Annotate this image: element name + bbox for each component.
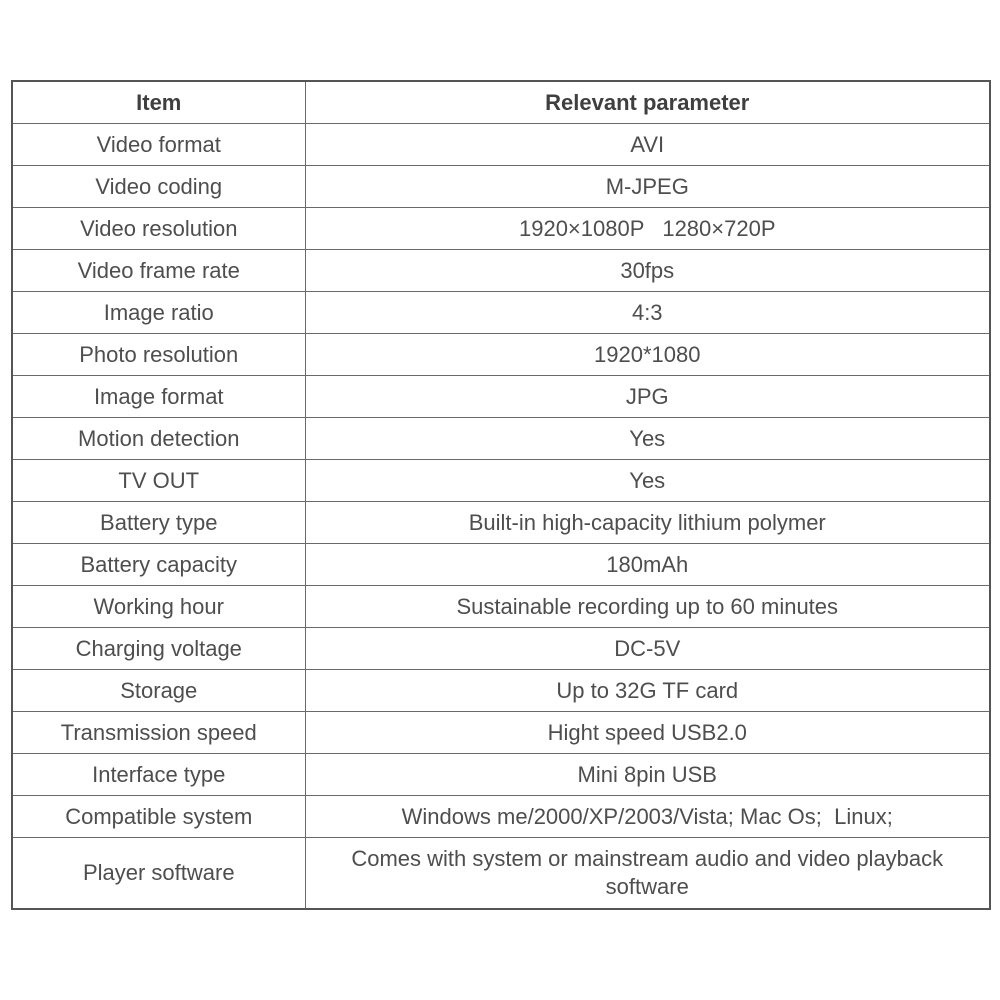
row-item-label: Photo resolution: [12, 334, 305, 376]
table-row: [12, 544, 990, 586]
row-parameter-value: Up to 32G TF card: [305, 670, 990, 712]
row-parameter-value: Comes with system or mainstream audio and video playback software: [305, 838, 990, 910]
row-item-label: Video coding: [12, 166, 305, 208]
row-item-label: Player software: [12, 838, 305, 910]
row-parameter-value: Yes: [305, 418, 990, 460]
row-parameter-value: 1920×1080P 1280×720P: [305, 208, 990, 250]
row-item-label: Charging voltage: [12, 628, 305, 670]
row-parameter-value: AVI: [305, 124, 990, 166]
row-item-label: Image format: [12, 376, 305, 418]
table-row: [12, 796, 990, 838]
row-parameter-value: Mini 8pin USB: [305, 754, 990, 796]
table-row: [12, 418, 990, 460]
row-item-label: Storage: [12, 670, 305, 712]
table-header-row: [12, 81, 990, 124]
row-parameter-value: 4:3: [305, 292, 990, 334]
row-item-label: Interface type: [12, 754, 305, 796]
row-parameter-value: Yes: [305, 460, 990, 502]
row-item-label: Battery capacity: [12, 544, 305, 586]
row-item-label: Transmission speed: [12, 712, 305, 754]
spec-table: [11, 80, 991, 910]
row-parameter-value: JPG: [305, 376, 990, 418]
row-item-label: Video resolution: [12, 208, 305, 250]
table-row: [12, 670, 990, 712]
row-parameter-value: Hight speed USB2.0: [305, 712, 990, 754]
header-item: Item: [12, 81, 305, 124]
table-row: [12, 166, 990, 208]
row-item-label: Working hour: [12, 586, 305, 628]
table-row: [12, 124, 990, 166]
row-parameter-value: Windows me/2000/XP/2003/Vista; Mac Os; Linux;: [305, 796, 990, 838]
table-row: [12, 628, 990, 670]
table-row: [12, 586, 990, 628]
row-parameter-value: DC-5V: [305, 628, 990, 670]
table-row: [12, 208, 990, 250]
row-parameter-value: 1920*1080: [305, 334, 990, 376]
row-item-label: TV OUT: [12, 460, 305, 502]
row-parameter-value: 180mAh: [305, 544, 990, 586]
table-row: [12, 376, 990, 418]
table-row: [12, 712, 990, 754]
header-parameter: Relevant parameter: [305, 81, 990, 124]
table-row: [12, 250, 990, 292]
table-row: [12, 460, 990, 502]
row-item-label: Video frame rate: [12, 250, 305, 292]
row-item-label: Battery type: [12, 502, 305, 544]
row-parameter-value: Sustainable recording up to 60 minutes: [305, 586, 990, 628]
table-row: [12, 292, 990, 334]
table-row: [12, 334, 990, 376]
table-row: [12, 502, 990, 544]
row-item-label: Video format: [12, 124, 305, 166]
row-parameter-value: 30fps: [305, 250, 990, 292]
table-row: [12, 838, 990, 910]
row-item-label: Motion detection: [12, 418, 305, 460]
row-parameter-value: Built-in high-capacity lithium polymer: [305, 502, 990, 544]
row-item-label: Image ratio: [12, 292, 305, 334]
row-parameter-value: M-JPEG: [305, 166, 990, 208]
row-item-label: Compatible system: [12, 796, 305, 838]
table-row: [12, 754, 990, 796]
